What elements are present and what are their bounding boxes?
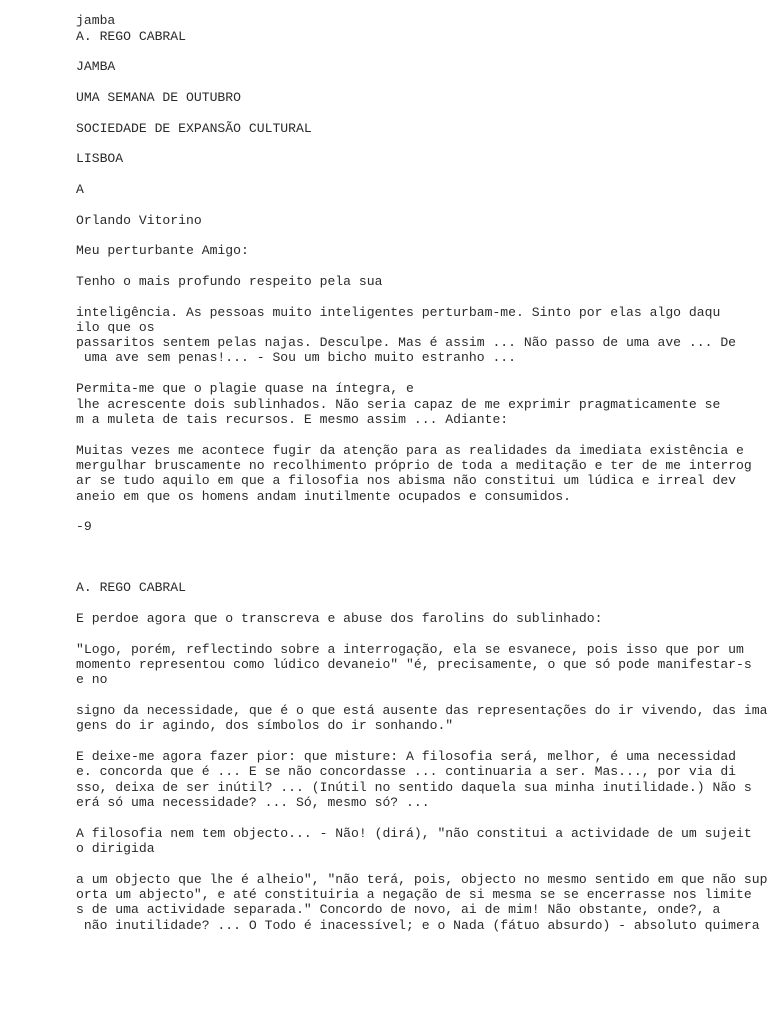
document-line: A. REGO CABRAL: [76, 29, 187, 44]
document-line: E deixe-me agora fazer pior: que misture: A filosofia será, melhor, é uma necessidad: [76, 749, 737, 764]
document-line: mergulhar bruscamente no recolhimento próprio de toda a meditação e ter de me interrog: [76, 458, 752, 473]
document-line: ar se tudo aquilo em que a filosofia nos abisma não constitui um lúdica e irreal dev: [76, 473, 737, 488]
document-line: Muitas vezes me acontece fugir da atenção para as realidades da imediata existência e: [76, 443, 744, 458]
document-line: LISBOA: [76, 151, 124, 166]
document-line: momento representou como lúdico devaneio" "é, precisamente, o que só pode manifestar-s: [76, 657, 752, 672]
document-line: a um objecto que lhe é alheio", "não terá, pois, objecto no mesmo sentido em que não sup: [76, 872, 768, 887]
document-line: inteligência. As pessoas muito inteligentes perturbam-me. Sinto por elas algo daqu: [76, 305, 721, 320]
document-line: erá só uma necessidade? ... Só, mesmo só? ...: [76, 795, 430, 810]
document-line: E perdoe agora que o transcreva e abuse dos farolins do sublinhado:: [76, 611, 603, 626]
document-line: aneio em que os homens andam inutilmente ocupados e consumidos.: [76, 489, 572, 504]
document-line: gens do ir agindo, dos símbolos do ir sonhando.": [76, 718, 454, 733]
document-line: m a muleta de tais recursos. E mesmo assim ... Adiante:: [76, 412, 509, 427]
document-line: Meu perturbante Amigo:: [76, 243, 249, 258]
document-line: UMA SEMANA DE OUTUBRO: [76, 90, 242, 105]
document-line: Orlando Vitorino: [76, 213, 202, 228]
document-line: sso, deixa de ser inútil? ... (Inútil no sentido daquela sua minha inutilidade.) Não s: [76, 780, 752, 795]
document-line: Tenho o mais profundo respeito pela sua: [76, 274, 383, 289]
document-line: "Logo, porém, reflectindo sobre a interrogação, ela se esvanece, pois isso que por um: [76, 642, 744, 657]
document-line: uma ave sem penas!... - Sou um bicho muito estranho ...: [76, 350, 517, 365]
document-line: signo da necessidade, que é o que está ausente das representações do ir vivendo, das ima: [76, 703, 768, 718]
document-line: não inutilidade? ... O Todo é inacessível; e o Nada (fátuo absurdo) - absoluto quimera: [76, 918, 760, 933]
document-line: e no: [76, 672, 108, 687]
document-line: lhe acrescente dois sublinhados. Não seria capaz de me exprimir pragmaticamente se: [76, 397, 721, 412]
document-line: jamba: [76, 13, 116, 28]
document-line: e. concorda que é ... E se não concordasse ... continuaria a ser. Mas..., por via di: [76, 764, 737, 779]
document-line: Permita-me que o plagie quase na íntegra, e: [76, 381, 414, 396]
page-number: -9: [76, 519, 92, 534]
document-line: passaritos sentem pelas najas. Desculpe. Mas é assim ... Não passo de uma ave ... De: [76, 335, 737, 350]
document-line: s de uma actividade separada." Concordo de novo, ai de mim! Não obstante, onde?, a: [76, 902, 721, 917]
document-line: A: [76, 182, 84, 197]
document-line: A filosofia nem tem objecto... - Não! (dirá), "não constitui a actividade de um sujeit: [76, 826, 752, 841]
document-line: o dirigida: [76, 841, 155, 856]
document-line: JAMBA: [76, 59, 116, 74]
running-header: A. REGO CABRAL: [76, 580, 187, 595]
document-line: ilo que os: [76, 320, 155, 335]
document-line: SOCIEDADE DE EXPANSÃO CULTURAL: [76, 121, 312, 136]
document-line: orta um abjecto", e até constituiria a negação de si mesma se se encerrasse nos limite: [76, 887, 752, 902]
